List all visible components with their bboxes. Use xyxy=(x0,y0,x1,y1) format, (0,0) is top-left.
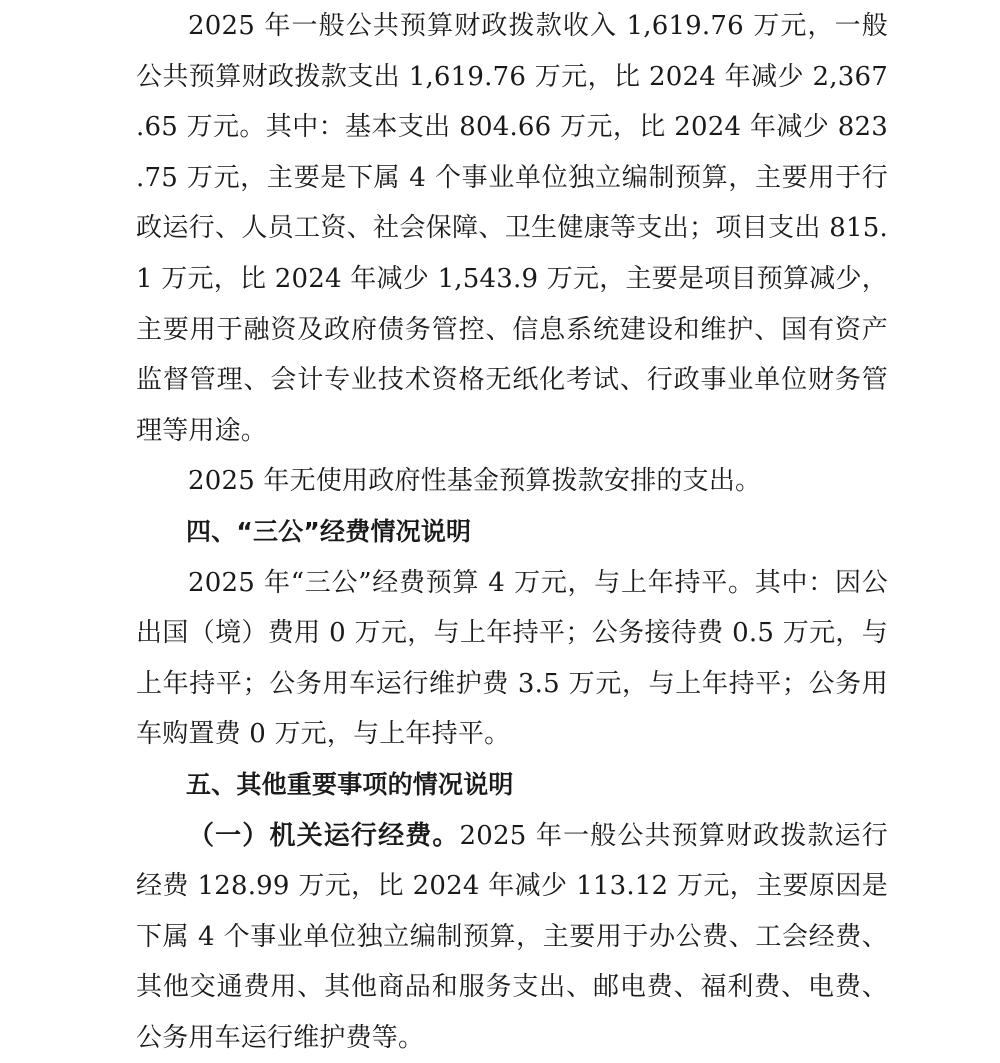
heading-other-matters: 五、其他重要事项的情况说明 xyxy=(136,760,888,811)
paragraph-three-public-funds: 2025 年“三公”经费预算 4 万元，与上年持平。其中：因公出国（境）费用 0 万元，与上年持平；公务接待费 0.5 万元，与上年持平；公务用车运行维护费 3.5 万元，与上年持平；公务用车购置费 0 万元，与上年持平。 xyxy=(136,558,888,760)
paragraph-fund-budget: 2025 年无使用政府性基金预算拨款安排的支出。 xyxy=(136,456,888,507)
paragraph-general-budget: 2025 年一般公共预算财政拨款收入 1,619.76 万元，一般公共预算财政拨款支出 1,619.76 万元，比 2024 年减少 2,367.65 万元。其中：基本支出 804.66 万元，比 2024 年减少 823.75 万元，主要是下属 4 个事业单位独立编制预算，主要用于行政运行、人员工资、社会保障、卫生健康等支出；项目支出 815.1 万元，比 2024 年减少 1,543.9 万元，主要是项目预算减少，主要用于融资及政府债务管控、信息系统建设和维护、国有资产监督管理、会计专业技术资格无纸化考试、行政事业单位财务管理等用途。 xyxy=(136,1,888,456)
heading-three-public-funds: 四、“三公”经费情况说明 xyxy=(136,507,888,558)
operation-funds-body: 2025 年一般公共预算财政拨款运行经费 128.99 万元，比 2024 年减少 113.12 万元，主要原因是下属 4 个事业单位独立编制预算，主要用于办公费、工会经费、其他交通费用、其他商品和服务支出、邮电费、福利费、电费、公务用车运行维护费等。 xyxy=(136,821,888,1053)
paragraph-operation-funds xyxy=(136,811,888,1063)
operation-funds-lead: （一）机关运行经费。 xyxy=(188,821,460,851)
document-body xyxy=(136,0,888,1063)
